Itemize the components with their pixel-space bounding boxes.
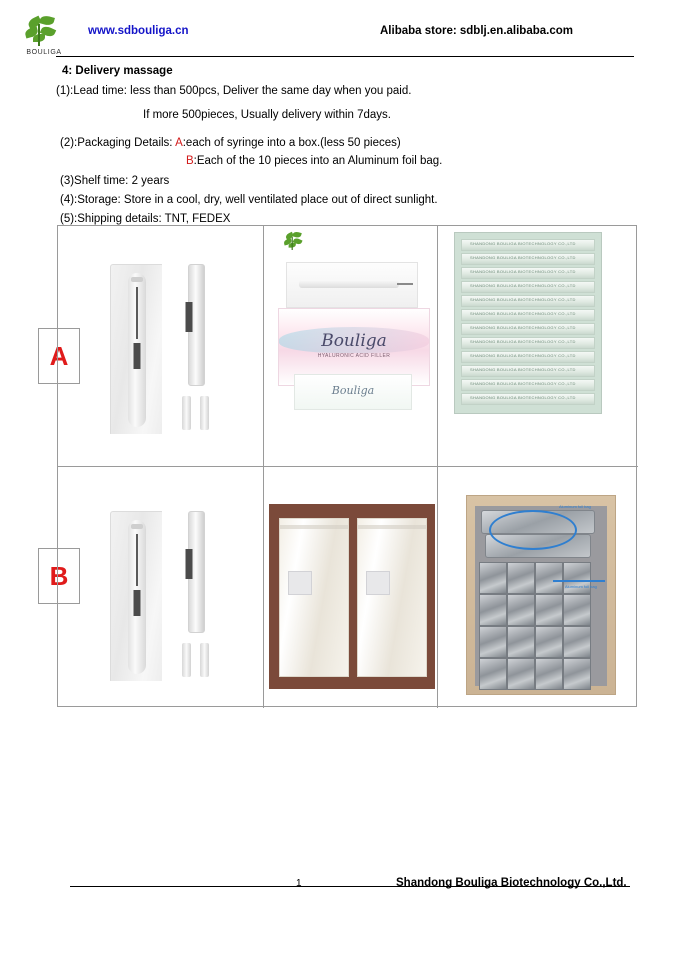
annotation-label: Aluminum foil bag [559,504,591,509]
carton-of-bags-photo [466,495,616,695]
carton-lid-brand-text: Bouliga [331,384,375,397]
table-row [58,226,638,467]
packaging-mark-b: B [186,155,194,167]
alibaba-store-text: Alibaba store: sdblj.en.alibaba.com [380,25,573,37]
packaging-text-a: :each of syringe into a box.(less 50 pieces) [182,137,401,149]
annotation-arrow [553,580,605,582]
retail-carton-lid [294,374,412,410]
box-print-text: SHANDONG BOULIGA BIOTECHNOLOGY CO.,LTD [470,395,576,400]
website-link[interactable]: www.sdbouliga.cn [88,25,189,37]
table-row [58,467,638,708]
row-label-b: B [38,548,80,604]
row-label-a: A [38,328,80,384]
box-print-text: SHANDONG BOULIGA BIOTECHNOLOGY CO.,LTD [470,241,576,246]
section-title: 4: Delivery massage [62,65,173,77]
cell-b-carton-of-bags [438,467,638,708]
foil-bags-photo [269,504,435,689]
packaging-label: (2):Packaging Details: [60,137,176,149]
delivery-window-line: If more 500pieces, Usually delivery within 7days. [143,109,392,121]
packaging-mark-a: A [175,137,183,149]
syringe-parts-photo [178,264,218,439]
packaging-details-line-b [186,156,442,168]
cell-a-stacked-boxes [438,226,638,466]
packaging-table [57,225,637,707]
shelf-time-line: (3)Shelf time: 2 years [60,175,170,187]
boxed-syringe-image [286,262,418,308]
box-print-text: SHANDONG BOULIGA BIOTECHNOLOGY CO.,LTD [470,311,576,316]
page-header [0,14,680,54]
box-print-text: SHANDONG BOULIGA BIOTECHNOLOGY CO.,LTD [470,255,576,260]
box-print-text: SHANDONG BOULIGA BIOTECHNOLOGY CO.,LTD [470,381,576,386]
box-print-text: SHANDONG BOULIGA BIOTECHNOLOGY CO.,LTD [470,283,576,288]
carton-brand-text: Bouliga [321,331,387,351]
packaging-text-b: :Each of the 10 pieces into an Aluminum foil bag. [193,155,443,167]
blister-pack-photo [110,511,162,681]
cell-a-blister [58,226,264,466]
annotation-circle [489,510,577,550]
carton-subtitle-text: HYALURONIC ACID FILLER [317,353,391,359]
packaging-details-line [60,138,401,150]
blister-pack-photo [110,264,162,434]
header-divider [56,56,634,57]
box-print-text: SHANDONG BOULIGA BIOTECHNOLOGY CO.,LTD [470,339,576,344]
leaf-logo-icon [280,232,310,256]
company-name: Shandong Bouliga Biotechnology Co.,Ltd. [396,877,627,889]
box-print-text: SHANDONG BOULIGA BIOTECHNOLOGY CO.,LTD [470,297,576,302]
foil-bag [357,518,427,677]
logo-wordmark: BOULIGA [26,49,62,56]
box-print-text: SHANDONG BOULIGA BIOTECHNOLOGY CO.,LTD [470,367,576,372]
storage-line: (4):Storage: Store in a cool, dry, well ventilated place out of direct sunlight. [60,194,438,206]
annotation-label: Aluminum foil bag [565,584,597,589]
box-print-text: SHANDONG BOULIGA BIOTECHNOLOGY CO.,LTD [470,353,576,358]
cell-b-blister [58,467,264,708]
box-print-text: SHANDONG BOULIGA BIOTECHNOLOGY CO.,LTD [470,269,576,274]
stacked-boxes-photo [454,232,602,414]
page-number: 1 [296,878,302,889]
cell-b-foil-bags [264,467,438,708]
cell-a-retail-box [264,226,438,466]
shipping-line: (5):Shipping details: TNT, FEDEX [60,213,231,225]
lead-time-line: (1):Lead time: less than 500pcs, Deliver the same day when you paid. [56,85,412,97]
syringe-parts-photo [178,511,218,686]
retail-box-photo [272,256,434,414]
leaf-logo-icon [22,16,66,48]
foil-bag [279,518,349,677]
box-print-text: SHANDONG BOULIGA BIOTECHNOLOGY CO.,LTD [470,325,576,330]
